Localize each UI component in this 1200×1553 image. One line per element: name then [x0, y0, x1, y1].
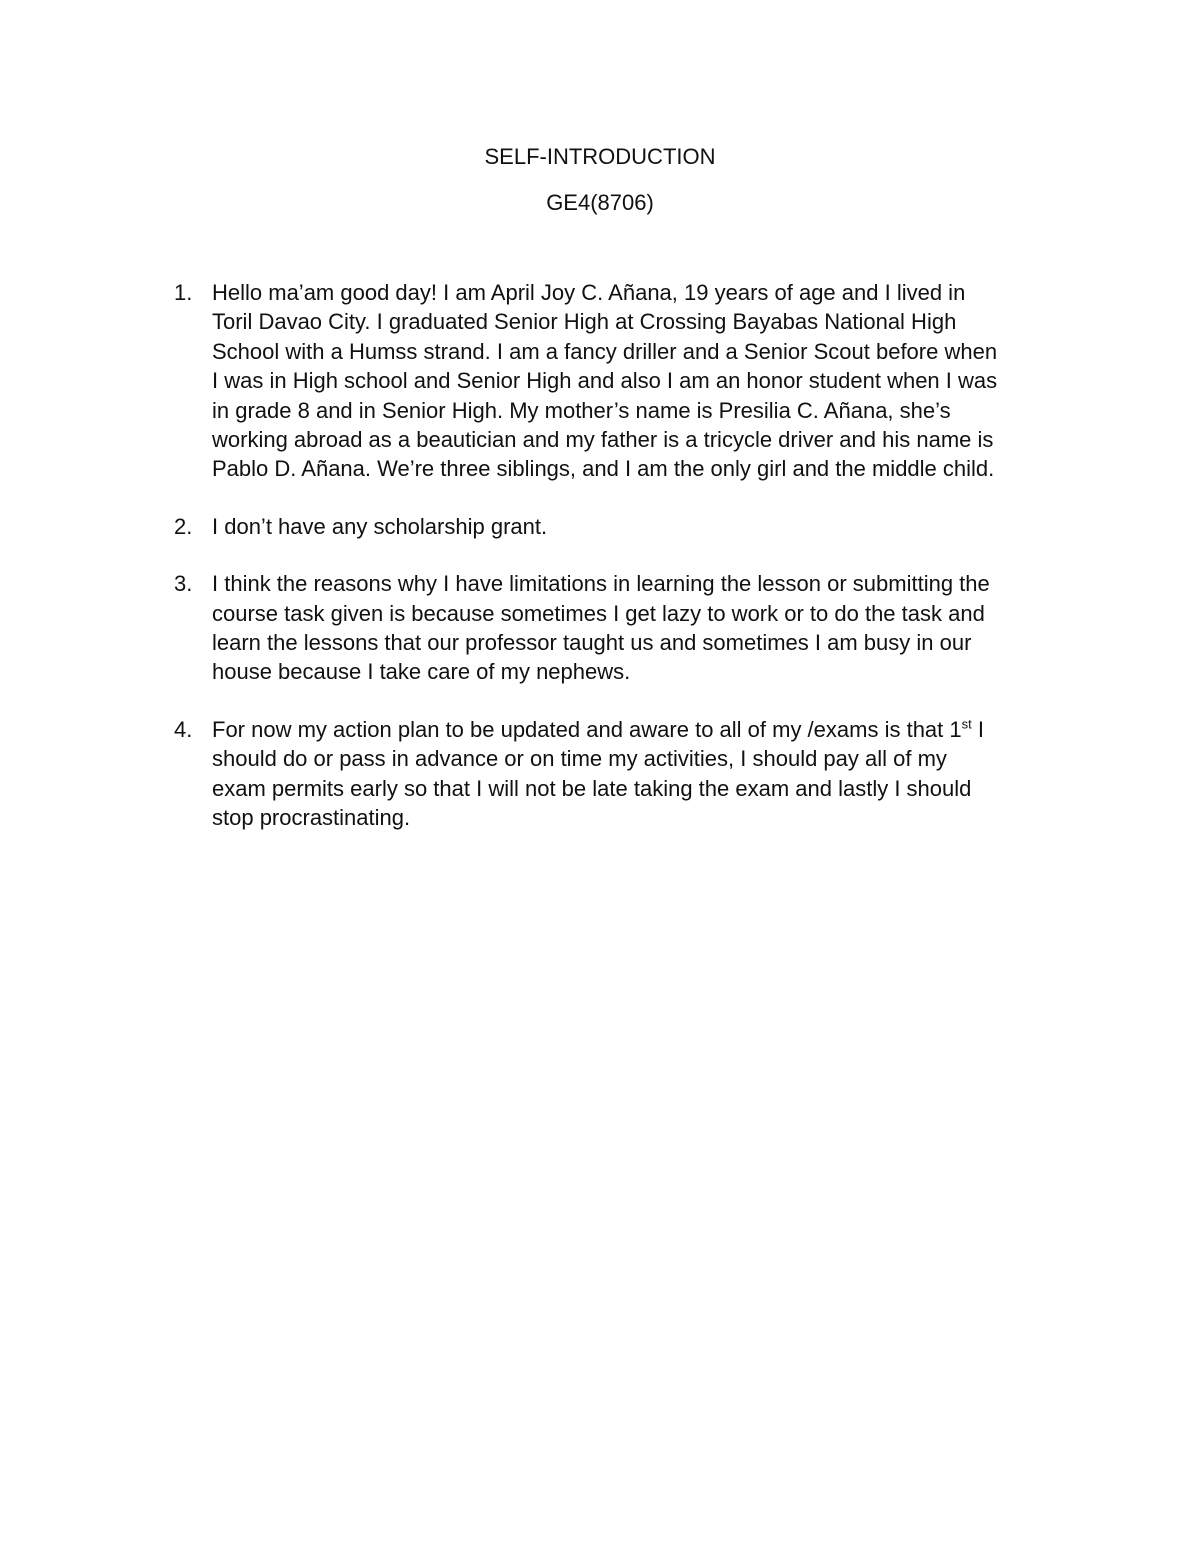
list-item-text: I don’t have any scholarship grant.	[212, 513, 548, 539]
document-title: SELF-INTRODUCTION	[484, 144, 716, 169]
list-item-text: Hello ma’am good day! I am April Joy C. Añana, 19 years of age and I lived in Toril Davao City. I graduated Senior High at Crossing Bayabas National High School with a Humss strand. I am a fancy driller and a Senior Scout before when I was in High school and Senior High and also I am an honor student when I was in grade 8 and in Senior High. My mother’s name is Presilia C. Añana, she’s working abroad as a beautician and my father is a tricycle driver and his name is Pablo D. Añana. We’re three siblings, and I am the only girl and the middle child.	[212, 280, 998, 482]
list-item	[174, 569, 1074, 687]
list-item-text-part: For now my action plan to be updated and aware to all of my /exams is that 1	[212, 716, 962, 742]
list-item-number: 4.	[174, 716, 193, 742]
ordinal-superscript: st	[961, 716, 972, 732]
document-subtitle: GE4(8706)	[546, 190, 654, 215]
list-item-number: 1.	[174, 280, 193, 305]
list-item	[174, 715, 1074, 833]
numbered-list	[174, 278, 1074, 861]
list-item-number: 3.	[174, 571, 193, 597]
list-item	[174, 278, 1074, 484]
list-item	[174, 512, 1074, 541]
list-item-number: 2.	[174, 513, 193, 539]
list-item-text	[212, 715, 1074, 833]
list-item-text-part: I should do or pass in advance or on time my activities, I should pay all of my exam permits early so that I will not be late taking the exam and lastly I should stop procrastinating.	[212, 716, 984, 831]
list-item-text: I think the reasons why I have limitations in learning the lesson or submitting the course task given is because sometimes I get lazy to work or to do the task and learn the lessons that our professor taught us and sometimes I am busy in our house because I take care of my nephews.	[212, 571, 990, 685]
